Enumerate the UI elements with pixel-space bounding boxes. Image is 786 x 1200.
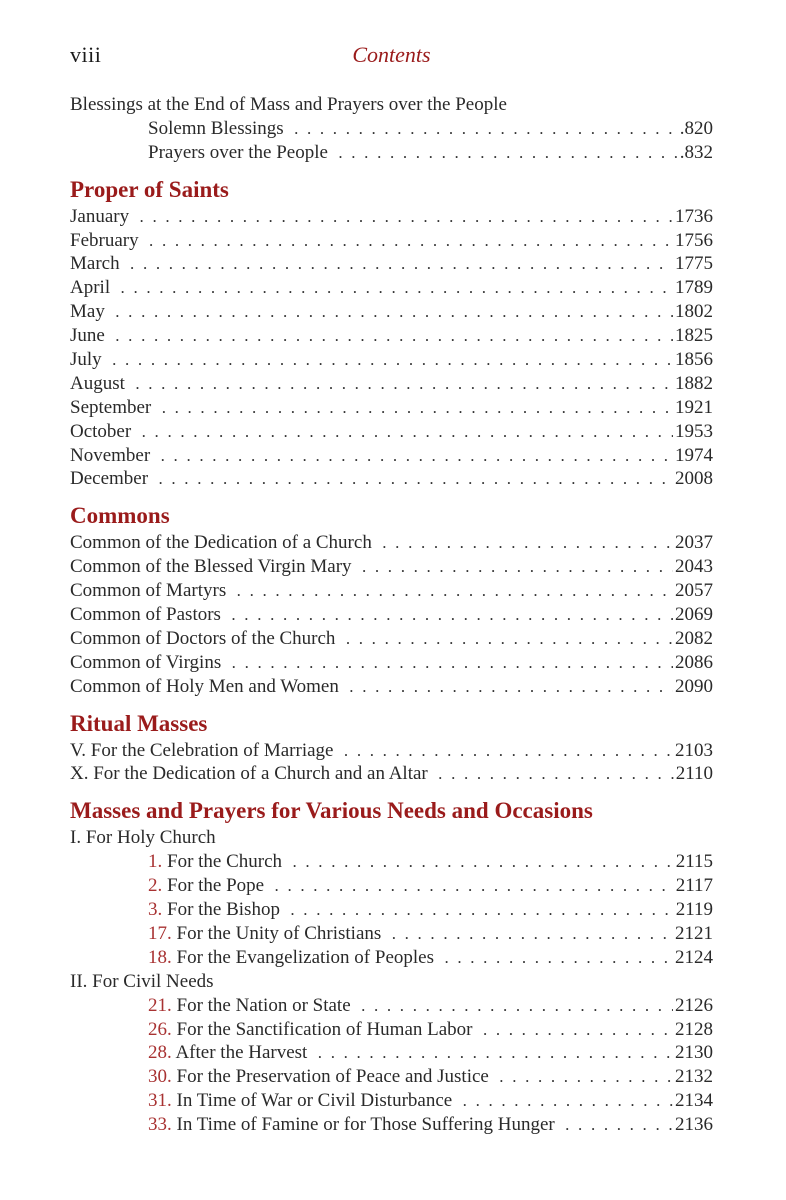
- entry-title: [70, 444, 154, 468]
- toc-entry[interactable]: [70, 579, 713, 603]
- entry-page-number: 2124: [675, 946, 713, 968]
- entry-page-number: 2043: [675, 556, 713, 578]
- dot-leader: [385, 922, 673, 946]
- entry-page-number: 2037: [675, 532, 713, 554]
- toc-entry[interactable]: [70, 141, 713, 165]
- entry-title-text: August: [70, 372, 125, 394]
- dot-leader: [559, 1113, 673, 1137]
- entry-title-text: For the Preservation of Peace and Justice: [176, 1066, 489, 1088]
- entry-page-number: 2119: [675, 899, 713, 921]
- entry-title: [70, 252, 124, 276]
- entry-page-number: 2115: [675, 851, 713, 873]
- entry-title-text: V. For the Celebration of Marriage: [70, 739, 334, 761]
- entry-title: [148, 141, 332, 165]
- section-heading-ritual: Ritual Masses: [70, 710, 208, 736]
- entry-number: 26.: [148, 1018, 172, 1040]
- entry-title-text: March: [70, 253, 120, 275]
- entry-title-text: For the Church: [167, 851, 283, 873]
- toc-entry[interactable]: [70, 898, 713, 922]
- entry-title-text: October: [70, 420, 132, 442]
- section-heading-saints: Proper of Saints: [70, 176, 229, 202]
- dot-leader: [225, 603, 673, 627]
- entry-title-text: For the Pope: [167, 875, 265, 897]
- entry-title: [70, 627, 339, 651]
- entry-page-number: 2090: [675, 675, 713, 697]
- dot-leader: [268, 874, 674, 898]
- entry-title: [148, 1089, 456, 1113]
- entry-page-number: 1825: [675, 325, 713, 347]
- entry-page-number: .832: [679, 141, 713, 163]
- needs-list-civil-needs: [70, 994, 713, 1137]
- toc-entry[interactable]: [70, 850, 713, 874]
- entry-title-text: January: [70, 205, 130, 227]
- entry-title-text: For the Evangelization of Peoples: [176, 946, 434, 968]
- entry-page-number: 2008: [675, 468, 713, 490]
- entry-title: [148, 994, 355, 1018]
- entry-page-number: 1921: [675, 396, 713, 418]
- entry-title: [70, 579, 230, 603]
- page-number: viii: [70, 42, 102, 67]
- entry-title: [70, 531, 376, 555]
- entry-title: [70, 555, 356, 579]
- entry-page-number: 1953: [675, 420, 713, 442]
- group-label: I. For Holy Church: [70, 827, 216, 849]
- entry-title-text: Common of the Blessed Virgin Mary: [70, 556, 352, 578]
- toc-entry[interactable]: [70, 627, 713, 651]
- entry-title: [70, 603, 225, 627]
- dot-leader: [133, 205, 673, 229]
- entry-page-number: 1882: [675, 372, 713, 394]
- dot-leader: [154, 444, 673, 468]
- running-title: Contents: [352, 42, 431, 67]
- toc-entry[interactable]: [70, 444, 713, 468]
- entry-title-text: In Time of Famine or for Those Suffering Hunger: [176, 1114, 555, 1136]
- entry-title-text: Common of Virgins: [70, 651, 222, 673]
- entry-title: [70, 420, 135, 444]
- entry-page-number: 2069: [675, 604, 713, 626]
- entry-title-text: April: [70, 277, 111, 299]
- toc-entry[interactable]: [70, 922, 713, 946]
- dot-leader: [477, 1018, 673, 1042]
- dot-leader: [106, 348, 673, 372]
- entry-title: [70, 762, 432, 786]
- entry-title-text: Common of Pastors: [70, 604, 221, 626]
- dot-leader: [356, 555, 673, 579]
- entry-title-text: For the Nation or State: [176, 994, 351, 1016]
- entry-title-text: September: [70, 396, 152, 418]
- entry-title: [70, 467, 152, 491]
- entry-title-text: For the Sanctification of Human Labor: [176, 1018, 473, 1040]
- entry-title: [148, 850, 286, 874]
- entry-number: 18.: [148, 946, 172, 968]
- entry-title: [148, 874, 268, 898]
- dot-leader: [337, 739, 673, 763]
- entry-title: [70, 651, 225, 675]
- entry-page-number: 2057: [675, 580, 713, 602]
- entry-title-text: After the Harvest: [175, 1042, 308, 1064]
- group-label: II. For Civil Needs: [70, 970, 214, 992]
- entry-page-number: 2136: [675, 1114, 713, 1136]
- dot-leader: [109, 324, 673, 348]
- entry-page-number: 1756: [675, 229, 713, 251]
- dot-leader: [124, 252, 673, 276]
- entry-title-text: Prayers over the People: [148, 141, 328, 163]
- entry-page-number: 1775: [675, 253, 713, 275]
- dot-leader: [343, 675, 673, 699]
- entry-page-number: 2121: [675, 922, 713, 944]
- toc-entry[interactable]: [70, 205, 713, 229]
- entry-number: 1.: [148, 851, 163, 873]
- entry-page-number: 1974: [675, 444, 713, 466]
- entry-title: [148, 898, 284, 922]
- toc-entry[interactable]: [70, 300, 713, 324]
- section-label: Blessings at the End of Mass and Prayers over the People: [70, 94, 507, 115]
- entry-page-number: 1802: [675, 301, 713, 323]
- entry-title: [70, 739, 337, 763]
- entry-page-number: 2086: [675, 651, 713, 673]
- toc-entry[interactable]: [70, 396, 713, 420]
- entry-page-number: 2103: [675, 739, 713, 761]
- dot-leader: [230, 579, 673, 603]
- toc-entry[interactable]: [70, 603, 713, 627]
- entry-number: 2.: [148, 875, 163, 897]
- entry-title-text: Common of Martyrs: [70, 580, 227, 602]
- entry-title: [148, 922, 385, 946]
- dot-leader: [438, 946, 673, 970]
- entry-page-number: 2082: [675, 627, 713, 649]
- entry-page-number: 2134: [675, 1090, 713, 1112]
- entry-title: [70, 229, 143, 253]
- section-heading-needs: Masses and Prayers for Various Needs and Occasions: [70, 798, 593, 824]
- ritual-list: [70, 739, 713, 787]
- dot-leader: [355, 994, 673, 1018]
- toc-entry[interactable]: [70, 1113, 713, 1137]
- entry-title: [148, 946, 438, 970]
- entry-page-number: .820: [679, 117, 713, 139]
- intro-list: [70, 117, 713, 165]
- entry-title-text: February: [70, 229, 139, 251]
- page-header: [70, 42, 713, 72]
- entry-title: [148, 1018, 477, 1042]
- toc-entry[interactable]: [70, 467, 713, 491]
- entry-page-number: 2126: [675, 994, 713, 1016]
- entry-title-text: July: [70, 349, 102, 371]
- entry-page-number: 2110: [675, 763, 713, 785]
- entry-title: [148, 1065, 493, 1089]
- entry-title-text: Common of Holy Men and Women: [70, 675, 339, 697]
- entry-page-number: 2128: [675, 1018, 713, 1040]
- entry-title-text: May: [70, 301, 105, 323]
- entry-number: 30.: [148, 1066, 172, 1088]
- toc-entry[interactable]: [70, 651, 713, 675]
- table-of-contents: [70, 93, 713, 1137]
- toc-entry[interactable]: [70, 739, 713, 763]
- needs-list-holy-church: [70, 850, 713, 969]
- commons-list: [70, 531, 713, 698]
- toc-entry[interactable]: [70, 1018, 713, 1042]
- toc-entry[interactable]: [70, 372, 713, 396]
- dot-leader: [332, 141, 678, 165]
- entry-title-text: June: [70, 325, 105, 347]
- toc-entry[interactable]: [70, 276, 713, 300]
- toc-entry[interactable]: [70, 675, 713, 699]
- entry-title-text: Common of the Dedication of a Church: [70, 532, 372, 554]
- saints-list: [70, 205, 713, 492]
- entry-title: [148, 117, 288, 141]
- entry-title: [70, 205, 133, 229]
- entry-title-text: For the Bishop: [167, 899, 280, 921]
- toc-entry[interactable]: [70, 946, 713, 970]
- toc-entry[interactable]: [70, 229, 713, 253]
- toc-entry[interactable]: [70, 555, 713, 579]
- toc-entry[interactable]: [70, 994, 713, 1018]
- toc-entry[interactable]: [70, 531, 713, 555]
- entry-page-number: 1856: [675, 349, 713, 371]
- entry-title-text: December: [70, 468, 149, 490]
- dot-leader: [225, 651, 673, 675]
- dot-leader: [155, 396, 673, 420]
- entry-title: [148, 1041, 311, 1065]
- dot-leader: [311, 1041, 673, 1065]
- entry-title-text: November: [70, 444, 151, 466]
- toc-entry[interactable]: [70, 324, 713, 348]
- entry-number: 31.: [148, 1090, 172, 1112]
- dot-leader: [284, 898, 674, 922]
- toc-entry[interactable]: [70, 117, 713, 141]
- entry-title: [148, 1113, 559, 1137]
- entry-page-number: 2117: [675, 875, 713, 897]
- entry-title: [70, 324, 109, 348]
- toc-entry[interactable]: [70, 420, 713, 444]
- entry-title-text: In Time of War or Civil Disturbance: [176, 1090, 453, 1112]
- entry-title-text: Solemn Blessings: [148, 117, 284, 139]
- entry-page-number: 2130: [675, 1042, 713, 1064]
- entry-page-number: 1789: [675, 277, 713, 299]
- dot-leader: [456, 1089, 673, 1113]
- toc-entry[interactable]: [70, 874, 713, 898]
- entry-title: [70, 396, 155, 420]
- entry-number: 3.: [148, 899, 163, 921]
- entry-title: [70, 300, 109, 324]
- dot-leader: [339, 627, 673, 651]
- entry-title: [70, 675, 343, 699]
- dot-leader: [143, 229, 673, 253]
- entry-title-text: X. For the Dedication of a Church and an Altar: [70, 763, 428, 785]
- entry-title: [70, 348, 106, 372]
- dot-leader: [109, 300, 673, 324]
- dot-leader: [376, 531, 673, 555]
- entry-title: [70, 276, 114, 300]
- entry-number: 33.: [148, 1114, 172, 1136]
- dot-leader: [493, 1065, 673, 1089]
- dot-leader: [286, 850, 674, 874]
- dot-leader: [152, 467, 673, 491]
- dot-leader: [432, 762, 674, 786]
- toc-entry[interactable]: [70, 1065, 713, 1089]
- toc-entry[interactable]: [70, 252, 713, 276]
- dot-leader: [114, 276, 673, 300]
- entry-page-number: 1736: [675, 205, 713, 227]
- section-heading-commons: Commons: [70, 503, 170, 529]
- dot-leader: [135, 420, 673, 444]
- entry-title-text: For the Unity of Christians: [176, 922, 382, 944]
- entry-page-number: 2132: [675, 1066, 713, 1088]
- entry-number: 17.: [148, 922, 172, 944]
- toc-entry[interactable]: [70, 1041, 713, 1065]
- entry-number: 28.: [148, 1042, 172, 1064]
- toc-entry[interactable]: [70, 762, 713, 786]
- entry-number: 21.: [148, 994, 172, 1016]
- toc-entry[interactable]: [70, 1089, 713, 1113]
- entry-title-text: Common of Doctors of the Church: [70, 627, 336, 649]
- dot-leader: [288, 117, 678, 141]
- dot-leader: [129, 372, 673, 396]
- entry-title: [70, 372, 129, 396]
- toc-entry[interactable]: [70, 348, 713, 372]
